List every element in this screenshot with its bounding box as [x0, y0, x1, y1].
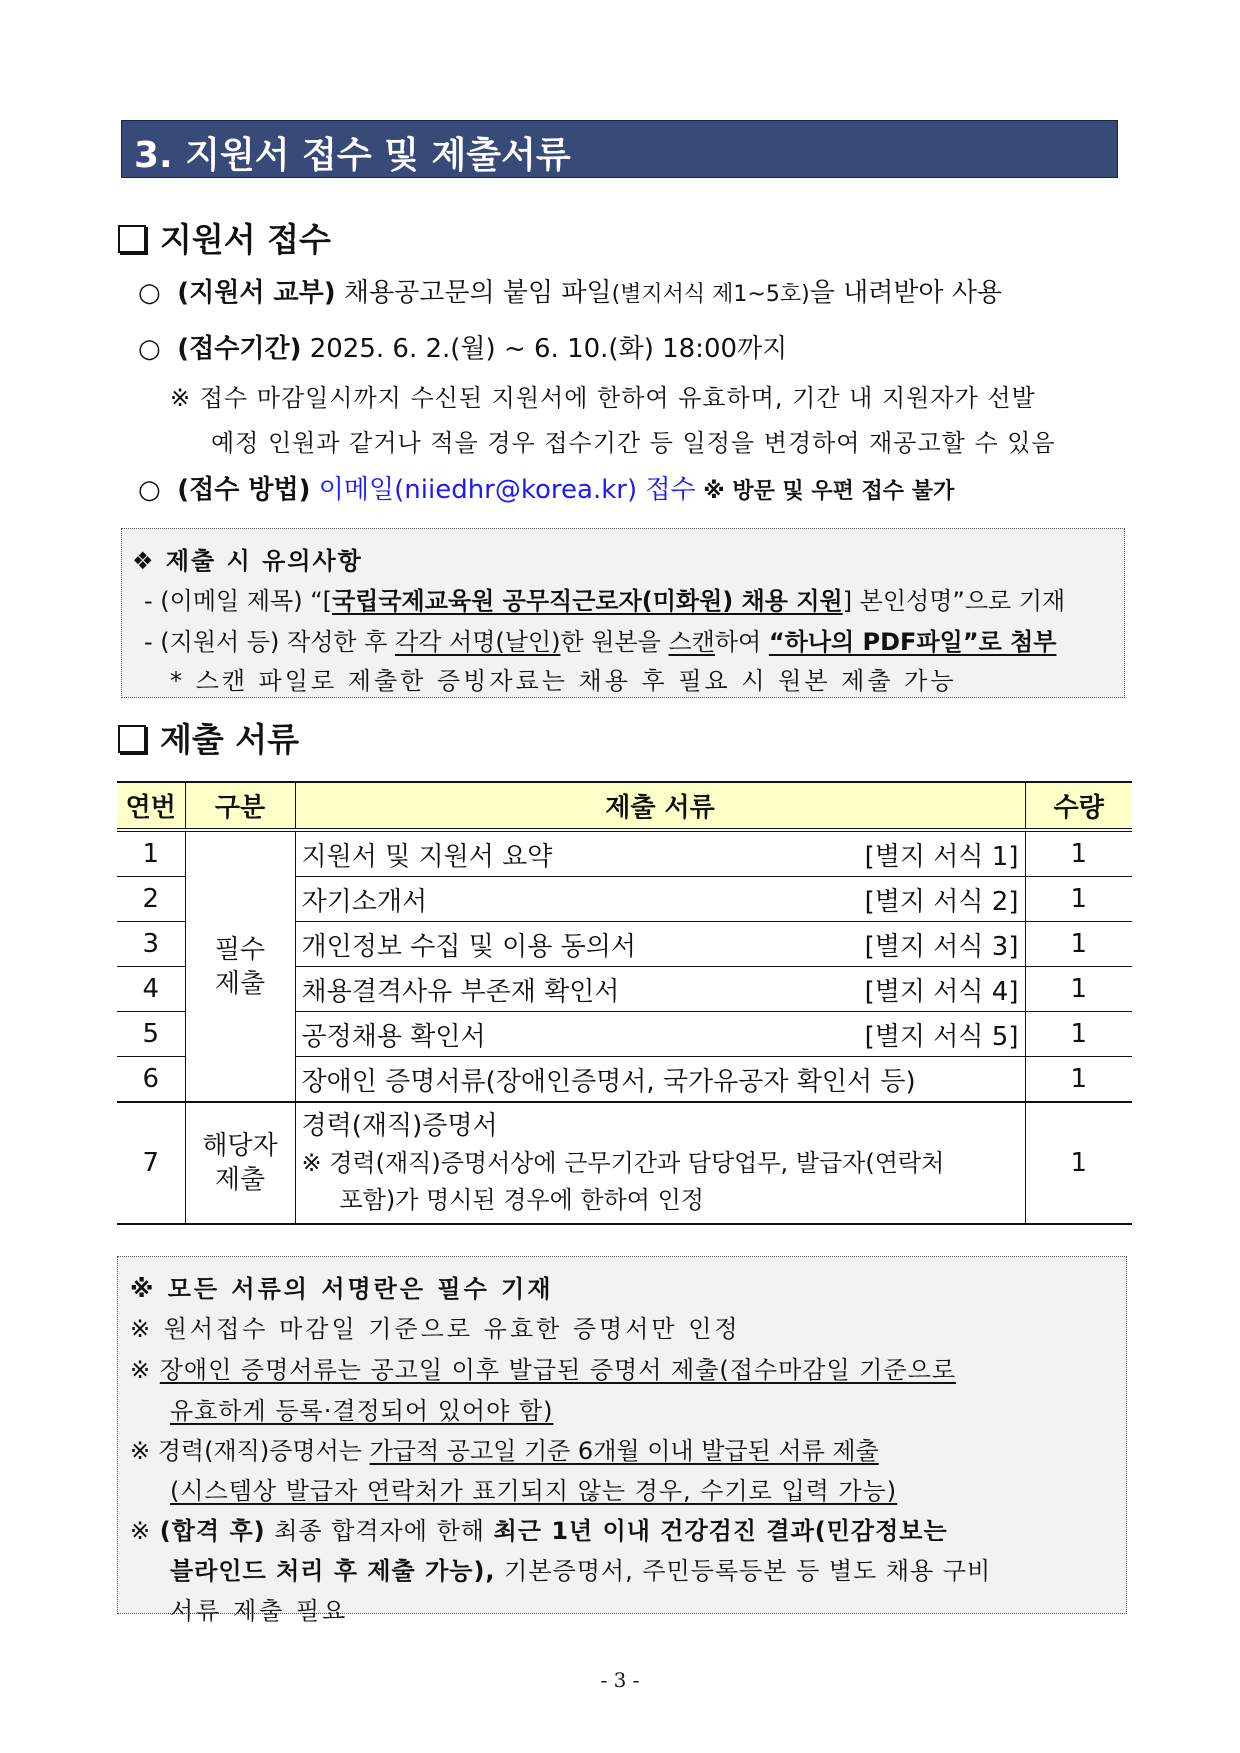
- text: 채용결격사유 부존재 확인서: [301, 976, 620, 1007]
- form-ref: [별지 서식 3]: [864, 931, 1019, 962]
- item-form-distribution: [138, 272, 1002, 309]
- col-header-document: 제출 서류: [295, 782, 1025, 830]
- text: 자기소개서: [301, 886, 428, 917]
- cell-no: 2: [117, 877, 185, 922]
- table-row: [117, 1102, 1132, 1224]
- bold-text: (합격 후): [159, 1517, 266, 1545]
- underlined-text: 각각 서명(날인): [395, 628, 561, 656]
- cell-qty: 1: [1025, 830, 1132, 877]
- doc-note: ※ 경력(재직)증명서상에 근무기간과 담당업무, 발급자(연락처: [301, 1148, 945, 1177]
- note-5: [130, 1511, 948, 1546]
- note-4-cont: (시스템상 발급자 연락처가 표기되지 않는 경우, 수기로 입력 가능): [170, 1477, 898, 1505]
- document-notes-box: [117, 1256, 1127, 1625]
- text: - (지원서 등) 작성한 후: [144, 628, 396, 656]
- cell-no: 7: [117, 1102, 185, 1224]
- notice-line3: * 스캔 파일로 제출한 증빙자료는 채용 후 필요 시 원본 제출 가능: [170, 667, 957, 695]
- bold-text: 최근 1년 이내 건강검진 결과(민감정보는: [493, 1517, 948, 1545]
- text: ※: [130, 1356, 160, 1384]
- note-3: [130, 1350, 956, 1385]
- cell-no: 5: [117, 1012, 185, 1057]
- item-period: [138, 328, 787, 365]
- submission-notice-box: [121, 528, 1125, 698]
- note-1: ※ 모든 서류의 서명란은 필수 기재: [130, 1275, 554, 1303]
- note-2: ※ 원서접수 마감일 기준으로 유효한 증명서만 인정: [130, 1315, 741, 1343]
- text: 최종 합격자에 한해: [265, 1517, 494, 1545]
- subsection-title-text: 지원서 접수: [160, 220, 331, 259]
- text: 개인정보 수집 및 이용 동의서: [301, 931, 636, 962]
- item-label: (접수 방법): [177, 475, 311, 505]
- note-4: [130, 1431, 879, 1466]
- text: 기본증명서, 주민등록등본 등 별도 채용 구비: [495, 1557, 992, 1585]
- subsection-title-text: 제출 서류: [160, 720, 300, 759]
- cell-doc: [295, 967, 1025, 1012]
- notice-line2: [144, 622, 1057, 657]
- cell-category-required: [185, 830, 295, 1102]
- documents-table: [117, 781, 1132, 1225]
- note-5-cont: [170, 1551, 991, 1586]
- table-header-row: [117, 782, 1132, 830]
- cell-category-applicable: [185, 1102, 295, 1224]
- item-text-tail: 을 내려받아 사용: [809, 278, 1003, 308]
- item-small-text: (별지서식 제1~5호): [611, 282, 810, 307]
- period-note-line1: ※ 접수 마감일시까지 수신된 지원서에 한하여 유효하며, 기간 내 지원자가 선발: [170, 384, 1036, 412]
- cell-qty: 1: [1025, 922, 1132, 967]
- notice-line1: [144, 581, 1065, 616]
- cell-doc: [295, 922, 1025, 967]
- text: 제출: [214, 968, 266, 999]
- text: ] 본인성명”으로 기재: [842, 587, 1066, 615]
- text: ※: [130, 1517, 160, 1545]
- cell-doc: [295, 830, 1025, 877]
- text: 제출: [214, 1165, 266, 1195]
- text: 한 원본을: [560, 628, 669, 656]
- cell-no: 1: [117, 830, 185, 877]
- text: 해당자: [202, 1131, 278, 1161]
- cell-qty: 1: [1025, 1057, 1132, 1103]
- underlined-text: 가급적 공고일 기준 6개월 이내 발급된 서류 제출: [369, 1437, 879, 1465]
- subsection-title-documents: [118, 714, 299, 761]
- form-ref: [별지 서식 2]: [864, 886, 1019, 917]
- cell-doc: [295, 1012, 1025, 1057]
- cell-qty: 1: [1025, 967, 1132, 1012]
- text: 지원서 및 지원서 요약: [301, 841, 553, 872]
- text: - (이메일 제목) “[: [144, 587, 332, 615]
- cell-qty: 1: [1025, 877, 1132, 922]
- period-note-line2: 예정 인원과 같거나 적을 경우 접수기간 등 일정을 변경하여 재공고할 수 있음: [211, 429, 1056, 457]
- item-text: 2025. 6. 2.(월) ~ 6. 10.(화) 18:00까지: [301, 334, 788, 364]
- email-link[interactable]: 이메일(niiedhr@korea.kr) 접수: [310, 475, 696, 505]
- text: 공정채용 확인서: [301, 1021, 486, 1052]
- text: 필수: [214, 934, 266, 965]
- col-header-category: 구분: [185, 782, 295, 830]
- section-header-title: 3. 지원서 접수 및 제출서류: [134, 135, 571, 176]
- underlined-text: “하나의 PDF파일”로 첨부: [768, 628, 1057, 656]
- bold-text: 블라인드 처리 후 제출 가능),: [170, 1557, 496, 1585]
- subsection-title-application: [118, 214, 331, 261]
- checkbox-square-icon: [118, 225, 146, 253]
- cell-qty: 1: [1025, 1102, 1132, 1224]
- cell-no: 4: [117, 967, 185, 1012]
- text: 장애인 증명서류(장애인증명서, 국가유공자 확인서 등): [301, 1066, 916, 1097]
- cell-no: 3: [117, 922, 185, 967]
- page-number: - 3 -: [600, 1668, 640, 1692]
- item-label: (지원서 교부): [177, 278, 336, 308]
- text: 하여: [714, 628, 769, 656]
- form-ref: [별지 서식 5]: [864, 1021, 1019, 1052]
- col-header-qty: 수량: [1025, 782, 1132, 830]
- checkbox-square-icon: [118, 725, 146, 753]
- underlined-text: 국립국제교육원 공무직근로자(미화원) 채용 지원: [332, 587, 843, 615]
- bullet: ○: [138, 334, 161, 364]
- cell-qty: 1: [1025, 1012, 1132, 1057]
- bullet: ○: [138, 475, 161, 505]
- note-5-cont2: 서류 제출 필요: [170, 1597, 349, 1625]
- notice-title: ❖ 제출 시 유의사항: [132, 547, 363, 575]
- cell-doc: [295, 877, 1025, 922]
- text: ※ 경력(재직)증명서는: [130, 1437, 370, 1465]
- note-3-cont: 유효하게 등록·결정되어 있어야 함): [170, 1397, 554, 1425]
- cell-doc: [295, 1057, 1025, 1103]
- doc-note: 포함)가 명시된 경우에 한하여 인정: [339, 1185, 704, 1214]
- item-note: ※ 방문 및 우편 접수 불가: [695, 479, 955, 504]
- col-header-no: 연번: [117, 782, 185, 830]
- form-ref: [별지 서식 4]: [864, 976, 1019, 1007]
- underlined-text: 장애인 증명서류는 공고일 이후 발급된 증명서 제출(접수마감일 기준으로: [159, 1356, 957, 1384]
- bullet: ○: [138, 278, 161, 308]
- text: 경력(재직)증명서: [301, 1110, 498, 1141]
- underlined-text: 스캔: [668, 628, 715, 656]
- section-header-bar: [121, 120, 1118, 178]
- cell-doc: [295, 1102, 1025, 1224]
- item-label: (접수기간): [177, 334, 302, 364]
- cell-no: 6: [117, 1057, 185, 1103]
- item-text: 채용공고문의 붙임 파일: [335, 278, 612, 308]
- item-method: [138, 469, 954, 506]
- table-row: [117, 830, 1132, 877]
- form-ref: [별지 서식 1]: [864, 841, 1019, 872]
